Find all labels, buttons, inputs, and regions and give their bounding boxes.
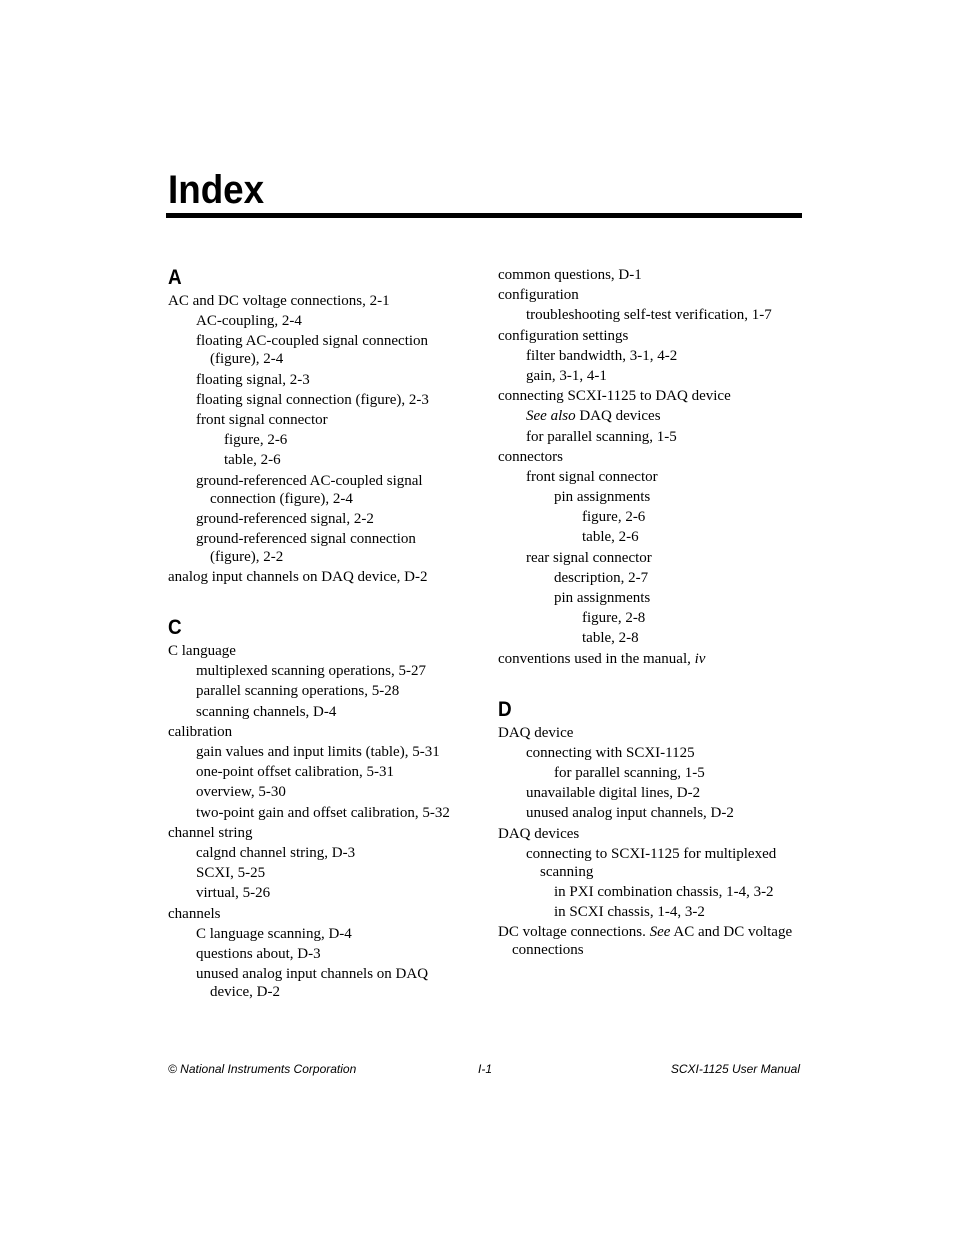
entry-text: connectors xyxy=(498,448,563,465)
entry-text: overview, 5-30 xyxy=(196,784,286,801)
index-entry xyxy=(498,488,803,506)
index-entry xyxy=(168,682,468,700)
entry-text: gain values and input limits (table), 5-31 xyxy=(196,744,440,760)
index-entry xyxy=(168,925,468,943)
entry-text: parallel scanning operations, 5-28 xyxy=(196,683,400,700)
index-entry xyxy=(498,629,803,647)
entry-text: figure, 2-6 xyxy=(224,432,288,449)
entry-text: ground-referenced signal connection (figure), 2-2 xyxy=(196,530,416,565)
index-entry xyxy=(498,468,803,486)
index-entry xyxy=(168,844,468,862)
entry-text: pin assignments xyxy=(554,489,651,506)
index-entry xyxy=(168,824,468,842)
entry-text: connecting with SCXI-1125 xyxy=(526,744,695,761)
entry-text: calibration xyxy=(168,723,233,740)
index-entry xyxy=(498,347,803,365)
index-entry xyxy=(168,945,468,963)
index-entry xyxy=(168,431,468,449)
entry-text: multiplexed scanning operations, 5-27 xyxy=(196,663,426,680)
entry-text: scanning channels, D-4 xyxy=(196,703,337,720)
index-entry xyxy=(168,965,468,1001)
section-letter-a: A xyxy=(168,266,182,289)
index-entry xyxy=(498,327,803,345)
entry-text: channel string xyxy=(168,824,253,841)
entry-text: in SCXI chassis, 1-4, 3-2 xyxy=(554,904,705,921)
index-entry xyxy=(498,367,803,385)
index-entry xyxy=(168,332,468,368)
index-entry xyxy=(498,845,803,881)
title-rule xyxy=(166,213,802,218)
entry-text: figure, 2-6 xyxy=(582,509,646,526)
index-entry xyxy=(498,589,803,607)
index-entry xyxy=(498,508,803,526)
section-letter-d: D xyxy=(498,697,512,721)
index-entry xyxy=(498,266,803,284)
index-entry xyxy=(498,528,803,546)
index-entry xyxy=(498,569,803,587)
entry-text: gain, 3-1, 4-1 xyxy=(526,367,607,384)
entry-text: virtual, 5-26 xyxy=(196,885,271,902)
section-letter-c: C xyxy=(168,616,182,640)
index-entry xyxy=(498,306,803,324)
entry-text: DAQ device xyxy=(498,724,574,741)
entry-text: C language xyxy=(168,643,236,660)
index-entry xyxy=(168,451,468,469)
index-entry xyxy=(498,407,803,425)
entry-text: floating AC-coupled signal connection (figure), 2-4 xyxy=(196,333,429,368)
entry-text: conventions used in the manual, xyxy=(498,650,695,667)
index-entry xyxy=(168,530,468,566)
entry-text: front signal connector xyxy=(526,468,658,485)
entry-text: connecting SCXI-1125 to DAQ device xyxy=(498,388,731,405)
footer-manual-title: SCXI-1125 User Manual xyxy=(670,1062,800,1076)
entry-text: one-point offset calibration, 5-31 xyxy=(196,764,395,781)
index-entry xyxy=(498,903,803,921)
index-entry xyxy=(168,703,468,721)
entry-text: in PXI combination chassis, 1-4, 3-2 xyxy=(554,883,774,900)
entry-text: rear signal connector xyxy=(526,549,652,566)
index-entry xyxy=(498,923,803,959)
index-entry xyxy=(498,825,803,843)
index-entry xyxy=(498,609,803,627)
entry-text: calgnd channel string, D-3 xyxy=(196,844,356,861)
entry-text: configuration xyxy=(498,287,579,304)
entry-text: configuration settings xyxy=(498,327,629,344)
index-entry xyxy=(168,472,468,508)
entry-text: front signal connector xyxy=(196,411,328,428)
index-entry xyxy=(498,784,803,802)
index-entry xyxy=(168,642,468,660)
index-entry xyxy=(168,864,468,882)
index-entry xyxy=(168,292,468,310)
index-entry xyxy=(168,510,468,528)
entry-text: AC and DC voltage connections, 2-1 xyxy=(168,293,390,309)
entry-text: channels xyxy=(168,905,221,922)
index-entry xyxy=(498,448,803,466)
index-entry xyxy=(168,391,468,409)
entry-text: questions about, D-3 xyxy=(196,945,321,962)
entry-text: AC-coupling, 2-4 xyxy=(196,313,302,330)
entry-italic-ref: See xyxy=(649,924,671,941)
entry-italic-ref: iv xyxy=(694,650,706,667)
entry-text: analog input channels on DAQ device, D-2 xyxy=(168,569,428,586)
index-entry xyxy=(498,744,803,762)
index-entry xyxy=(168,743,468,761)
index-entry xyxy=(168,905,468,923)
index-entry xyxy=(498,724,803,742)
entry-text: two-point gain and offset calibration, 5-32 xyxy=(196,804,450,821)
index-column-left xyxy=(168,266,468,1003)
entry-text: figure, 2-8 xyxy=(582,610,646,627)
entry-text: description, 2-7 xyxy=(554,569,649,586)
entry-text: ground-referenced AC-coupled signal connection (figure), 2-4 xyxy=(196,472,423,507)
entry-text: for parallel scanning, 1-5 xyxy=(554,764,705,781)
entry-text: DAQ devices xyxy=(575,408,661,425)
entry-text: filter bandwidth, 3-1, 4-2 xyxy=(526,347,678,364)
entry-text: unused analog input channels, D-2 xyxy=(526,805,734,822)
entry-text: for parallel scanning, 1-5 xyxy=(526,428,677,445)
entry-text: ground-referenced signal, 2-2 xyxy=(196,510,374,527)
index-entry xyxy=(168,312,468,330)
index-entry xyxy=(168,884,468,902)
entry-text: unused analog input channels on DAQ device, D-2 xyxy=(196,966,429,1001)
index-entry xyxy=(168,763,468,781)
entry-text: pin assignments xyxy=(554,590,651,606)
index-entry xyxy=(168,568,468,586)
index-entry xyxy=(498,387,803,405)
index-entry xyxy=(498,804,803,822)
entry-text: table, 2-8 xyxy=(582,630,639,647)
index-entry xyxy=(168,723,468,741)
index-entry xyxy=(498,428,803,446)
entry-text: troubleshooting self-test verification, 1-7 xyxy=(526,307,772,324)
index-entry xyxy=(168,371,468,389)
entry-italic-prefix: See also xyxy=(526,408,576,425)
entry-text: floating signal connection (figure), 2-3 xyxy=(196,391,429,408)
index-entry xyxy=(498,650,803,668)
entry-text: SCXI, 5-25 xyxy=(196,865,266,882)
index-entry xyxy=(168,411,468,429)
entry-text: connecting to SCXI-1125 for multiplexed scanning xyxy=(526,845,777,880)
entry-text: common questions, D-1 xyxy=(498,267,642,283)
index-entry xyxy=(168,804,468,822)
page-title: Index xyxy=(168,168,265,212)
entry-text: DC voltage connections. xyxy=(498,924,650,941)
index-column-right xyxy=(498,266,803,961)
index-entry xyxy=(498,764,803,782)
footer-copyright: © National Instruments Corporation xyxy=(168,1062,357,1076)
index-entry xyxy=(168,783,468,801)
entry-text: unavailable digital lines, D-2 xyxy=(526,785,701,802)
entry-text: DAQ devices xyxy=(498,825,580,842)
entry-text-after: AC and DC voltage connections xyxy=(512,924,793,959)
index-entry xyxy=(498,883,803,901)
index-entry xyxy=(168,662,468,680)
index-entry xyxy=(498,549,803,567)
entry-text: C language scanning, D-4 xyxy=(196,925,352,942)
entry-text: floating signal, 2-3 xyxy=(196,371,310,388)
index-entry xyxy=(498,286,803,304)
entry-text: table, 2-6 xyxy=(582,529,639,546)
entry-text: table, 2-6 xyxy=(224,452,281,469)
footer-page-number: I-1 xyxy=(478,1062,493,1076)
